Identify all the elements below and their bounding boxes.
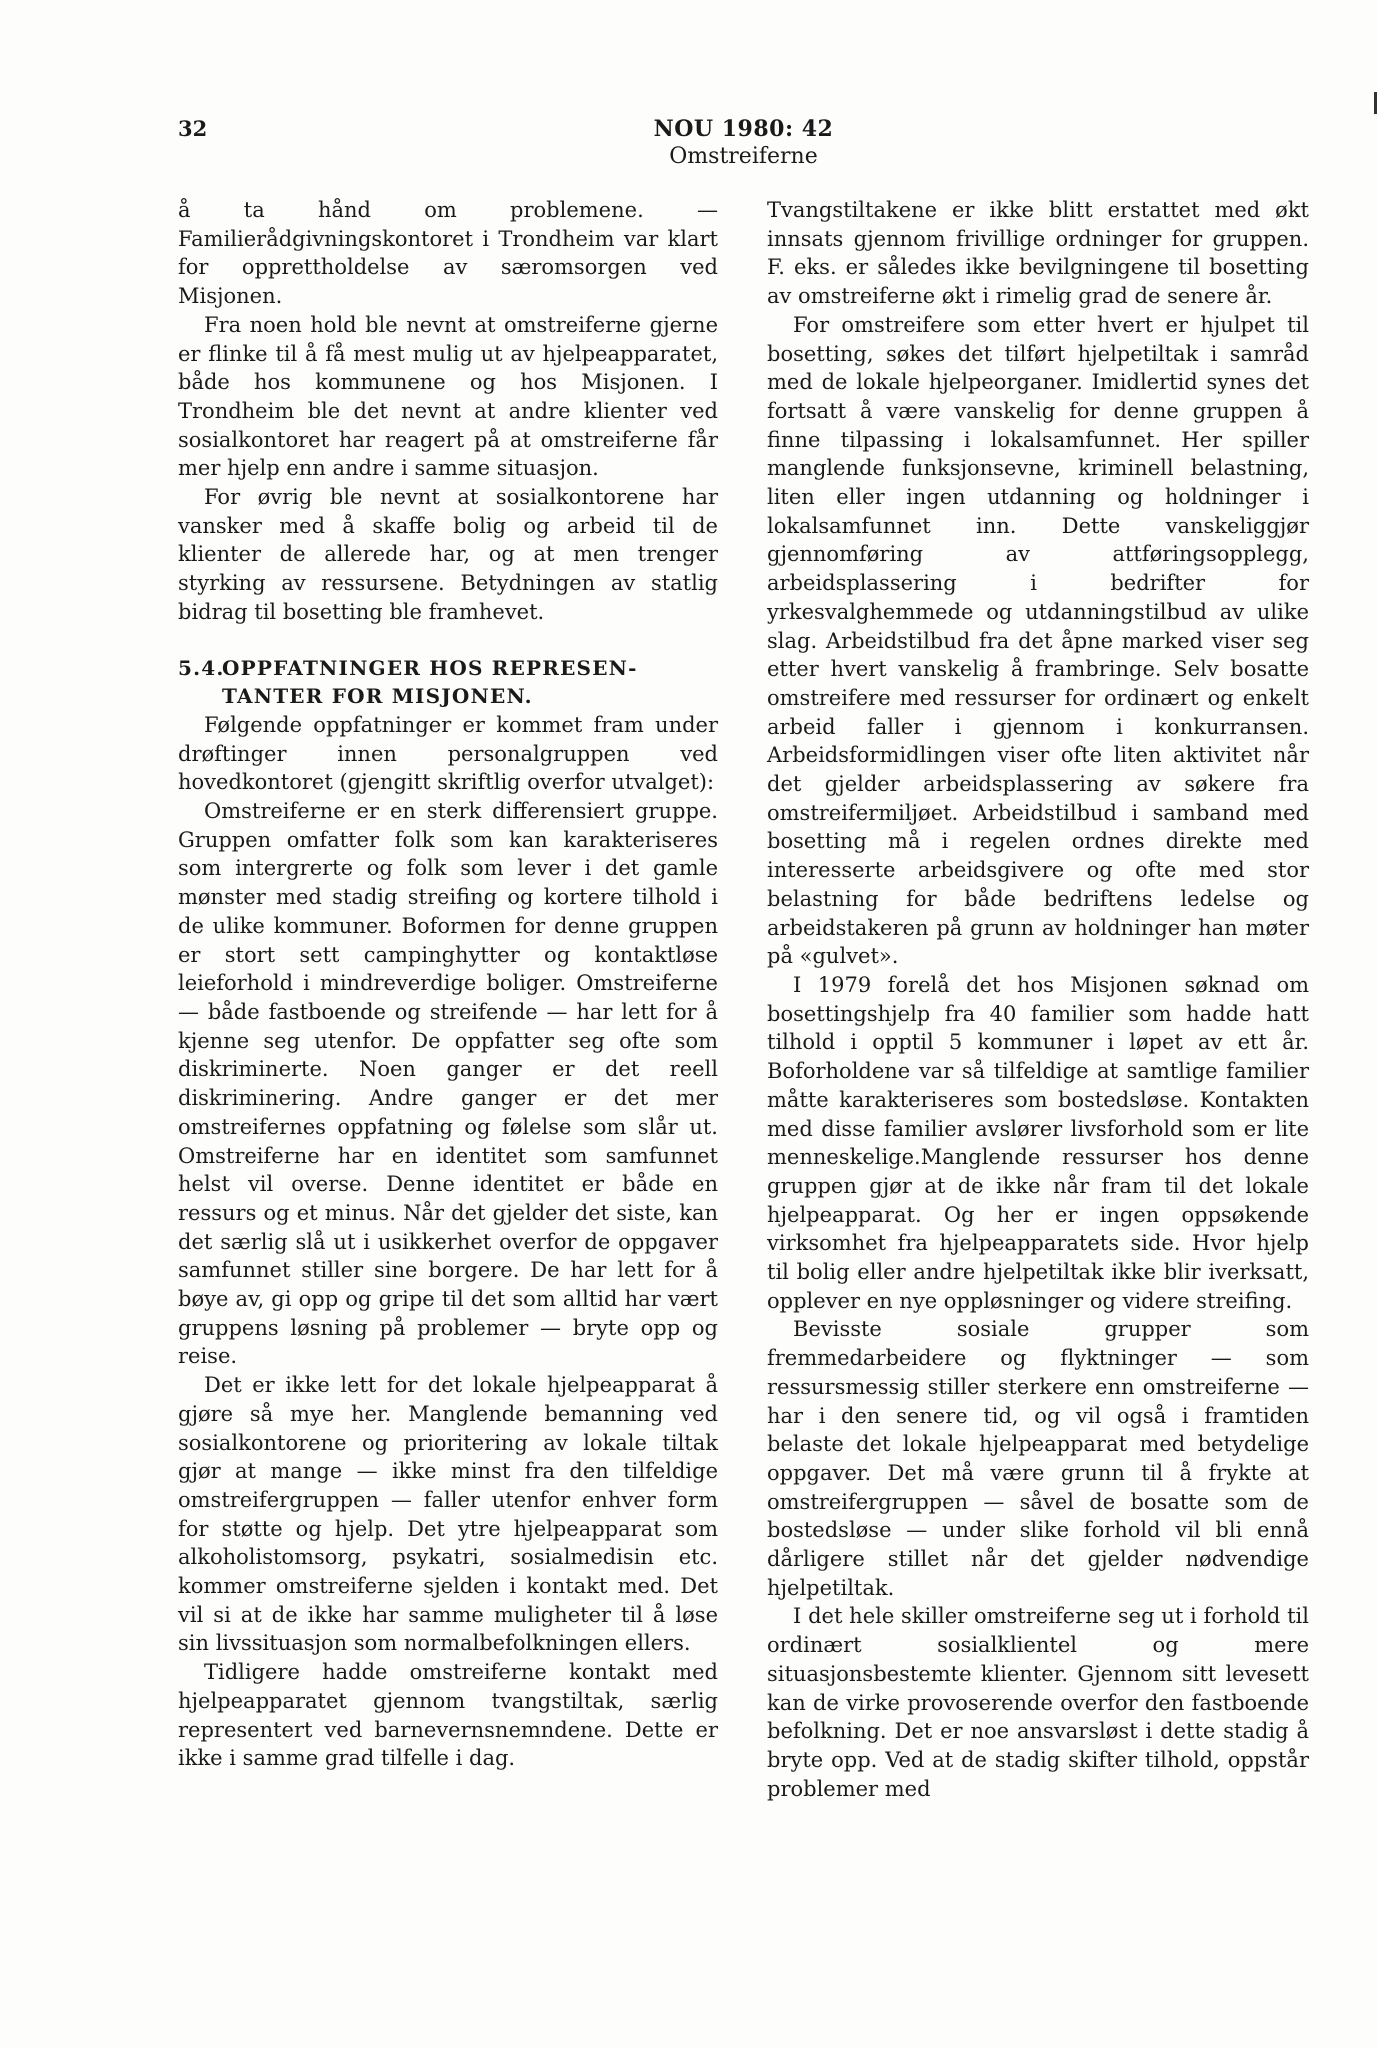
paragraph: I 1979 forelå det hos Misjonen søknad om bosettingshjelp fra 40 familier som hadde hatt tilhold i opptil 5 kommuner i løpet av ett år. Boforholdene var så tilfeldige at samtlige familier måtte karakteriseres som bostedsløse. Kontakten med disse familier avslører livsforhold som er lite menneskelige.Manglende ressurser hos denne gruppen gjør at de ikke når fram til det lokale hjelpeapparat. Og her er ingen oppsøkende virksomhet fra hjelpeapparatets side. Hvor hjelp til bolig eller andre hjelpetiltak ikke blir iverksatt, opplever en nye oppløsninger og videre streifing. [767, 972, 1309, 1313]
paragraph: å ta hånd om problemene. — Familierådgivningskontoret i Trondheim var klart for opprettholdelse av særomsorgen ved Misjonen. [178, 198, 718, 309]
paragraph: Tidligere hadde omstreiferne kontakt med hjelpeapparatet gjennom tvangstiltak, særlig representert ved barnevernsnemndene. Dette er ikke i samme grad tilfelle i dag. [178, 1660, 718, 1771]
paragraph: Fra noen hold ble nevnt at omstreiferne gjerne er flinke til å få mest mulig ut av hjelpeapparatet, både hos kommunene og hos Misjonen. I Trondheim ble det nevnt at andre klienter ved sosialkontoret har reagert på at omstreiferne får mer hjelp enn andre i samme situasjon. [178, 312, 718, 481]
document-id: NOU 1980: 42 [653, 116, 834, 142]
document-subtitle: Omstreiferne [669, 144, 818, 169]
page-number: 32 [178, 116, 208, 141]
section-heading [178, 654, 718, 711]
paragraph: Det er ikke lett for det lokale hjelpeapparat å gjøre så mye her. Manglende bemanning ved sosialkontorene og prioritering av lokale tiltak gjør at mange — ikke minst fra den tilfeldige omstreifergruppen — faller utenfor enhver form for støtte og hjelp. Det ytre hjelpeapparat som alkoholistomsorg, psykatri, sosialmedisin etc. kommer omstreiferne sjelden i kontakt med. Det vil si at de ikke har samme muligheter til å løse sin livssituasjon som normalbefolkningen ellers. [178, 1373, 718, 1656]
paragraph: Følgende oppfatninger er kommet fram under drøftinger innen personalgruppen ved hovedkontoret (gjengitt skriftlig overfor utvalget): [178, 712, 718, 795]
section-number: 5.4. [178, 655, 225, 680]
running-header [178, 116, 1309, 176]
paragraph: For omstreifere som etter hvert er hjulpet til bosetting, søkes det tilført hjelpetiltak i samråd med de lokale hjelpeorganer. Imidlertid synes det fortsatt å være vanskelig for denne gruppen å finne tilpassing i lokalsamfunnet. Her spiller manglende funksjonsevne, kriminell belastning, liten eller ingen utdanning og holdninger i lokalsamfunnet inn. Dette vanskeliggjør gjennomføring av attføringsopplegg, arbeidsplassering i bedrifter for yrkesvalghemmede og utdanningstilbud av ulike slag. Arbeidstilbud fra det åpne marked viser seg etter hvert vanskelig å frambringe. Selv bosatte omstreifere med ressurser for ordinært og enkelt arbeid faller i gjennom i konkurransen. Arbeidsformidlingen viser ofte liten aktivitet når det gjelder arbeidsplassering av søkere fra omstreifermiljøet. Arbeidstilbud i samband med bosetting må i regelen ordnes direkte med interesserte arbeidsgivere og ofte med stor belastning for både bedriftens ledelse og arbeidstakeren på grunn av holdninger han møter på «gulvet». [767, 312, 1309, 969]
paragraph: Tvangstiltakene er ikke blitt erstattet med økt innsats gjennom frivillige ordninger for gruppen. F. eks. er således ikke bevilgningene til bosetting av omstreiferne økt i rimelig grad de senere år. [767, 198, 1309, 309]
paragraph: I det hele skiller omstreiferne seg ut i forhold til ordinært sosialklientel og mere situasjonsbestemte klienter. Gjennom sitt levesett kan de virke provoserende overfor den fastboende befolkning. Det er noe ansvarsløst i dette stadig å bryte opp. Ved at de stadig skifter tilhold, oppstår problemer med [767, 1604, 1309, 1801]
paragraph: For øvrig ble nevnt at sosialkontorene har vansker med å skaffe bolig og arbeid til de klienter de allerede har, og at men trenger styrking av ressursene. Betydningen av statlig bidrag til bosetting ble framhevet. [178, 485, 718, 624]
section-title-line2: TANTER FOR MISJONEN. [222, 684, 533, 709]
left-column [178, 196, 718, 1773]
paragraph: Omstreiferne er en sterk differensiert gruppe. Gruppen omfatter folk som kan karakteriseres som intergrerte og folk som lever i det gamle mønster med stadig streifing og kortere tilhold i de ulike kommuner. Boformen for denne gruppen er stort sett campinghytter og kontaktløse leieforhold i mindreverdige boliger. Omstreiferne — både fastboende og streifende — har lett for å kjenne seg utenfor. De oppfatter seg ofte som diskriminerte. Noen ganger er det reell diskriminering. Andre ganger er det mer omstreifernes oppfatning og følelse som slår ut. Omstreiferne har en identitet som samfunnet helst vil overse. Denne identitet er både en ressurs og et minus. Når det gjelder det siste, kan det særlig slå ut i usikkerhet overfor de oppgaver samfunnet stiller sine borgere. De har lett for å bøye av, gi opp og gripe til det som alltid har vært gruppens løsning på problemer — bryte opp og reise. [178, 799, 718, 1369]
right-column [767, 196, 1309, 1803]
section-title-line1: OPPFATNINGER HOS REPRESEN- [222, 655, 638, 680]
paragraph: Bevisste sosiale grupper som fremmedarbeidere og flyktninger — som ressursmessig stiller sterkere enn omstreiferne — har i den senere tid, og vil også i framtiden belaste det lokale hjelpeapparat med betydelige oppgaver. Det må være grunn til å frykte at omstreifergruppen — såvel de bosatte som de bostedsløse — under slike forhold vil bli ennå dårligere stillet når det gjelder nødvendige hjelpetiltak. [767, 1317, 1309, 1600]
